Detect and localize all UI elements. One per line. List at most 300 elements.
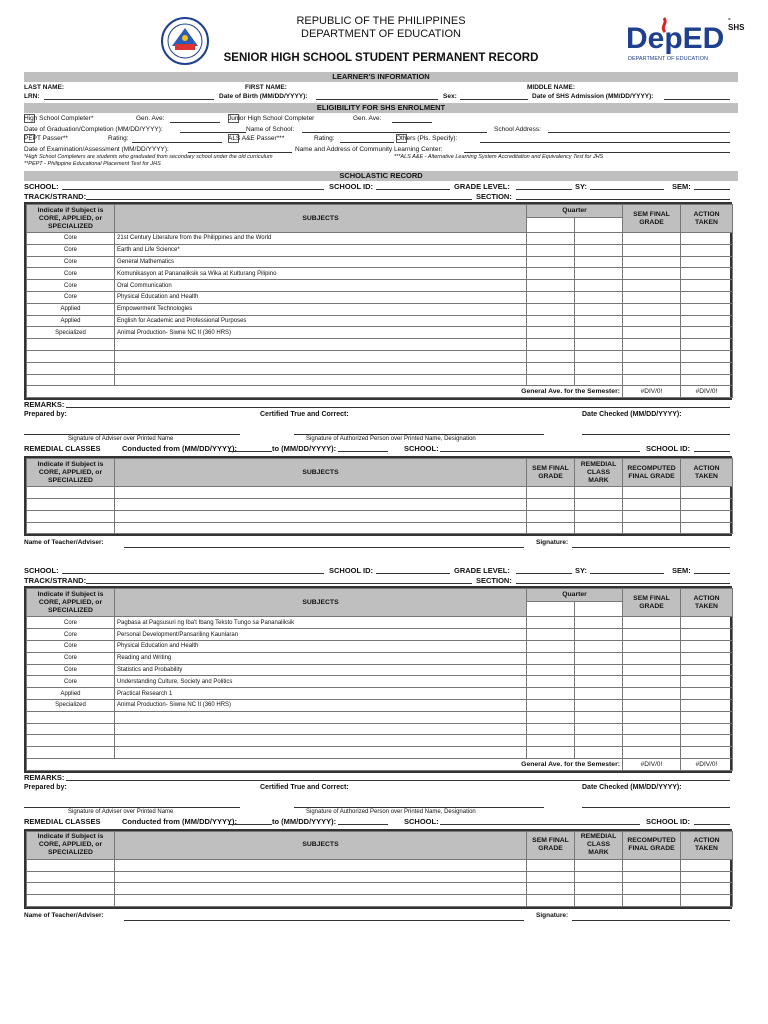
grade-cell[interactable]: [527, 303, 575, 315]
grade-cell[interactable]: [527, 327, 575, 339]
grade-cell[interactable]: [575, 640, 623, 652]
gen-ave-label-sem2: General Ave. for the Semester:: [27, 758, 623, 770]
grade-cell[interactable]: [575, 327, 623, 339]
als-rating-field[interactable]: [340, 135, 394, 143]
subject-type-cell[interactable]: Applied: [27, 315, 115, 327]
remedial-school-field-2[interactable]: [440, 817, 640, 825]
grade-cell[interactable]: [575, 280, 623, 292]
subject-name-cell[interactable]: [115, 735, 527, 747]
date-checked-line-2[interactable]: [582, 807, 730, 808]
remarks-field[interactable]: [66, 400, 730, 408]
grade-cell[interactable]: [527, 652, 575, 664]
grade-cell[interactable]: [681, 747, 733, 759]
subject-type-cell[interactable]: [27, 350, 115, 362]
grade-cell[interactable]: [681, 350, 733, 362]
grade-cell[interactable]: [575, 291, 623, 303]
subject-name-cell[interactable]: [115, 350, 527, 362]
grade-cell[interactable]: [681, 256, 733, 268]
grade-cell[interactable]: [623, 711, 681, 723]
signature-field[interactable]: [572, 540, 730, 548]
remedial-cell[interactable]: [623, 895, 681, 907]
grade-cell[interactable]: [575, 315, 623, 327]
remedial-cell[interactable]: [27, 487, 115, 499]
grade-cell[interactable]: [681, 652, 733, 664]
conducted-from-field-2[interactable]: [228, 817, 272, 825]
subject-type-cell[interactable]: Applied: [27, 688, 115, 700]
school-address-field[interactable]: [548, 125, 730, 133]
subject-type-cell[interactable]: Core: [27, 640, 115, 652]
grade-cell[interactable]: [623, 244, 681, 256]
subject-type-cell[interactable]: Specialized: [27, 699, 115, 711]
grade-cell[interactable]: [681, 640, 733, 652]
remedial-cell[interactable]: [527, 522, 575, 534]
grade-cell[interactable]: [575, 711, 623, 723]
certified-label: Certified True and Correct:: [260, 411, 349, 419]
exam-date-label: Date of Examination/Assessment (MM/DD/YYYY):: [24, 146, 169, 153]
subject-name-cell[interactable]: Reading and Writing: [115, 652, 527, 664]
republic-label: REPUBLIC OF THE PHILIPPINES: [296, 15, 466, 27]
indicate-header: Indicate if Subject is CORE, APPLIED, or SPECIALIZED: [27, 205, 115, 233]
logo-text: DepED: [626, 22, 725, 55]
teacher-field[interactable]: [124, 540, 524, 548]
grade-cell[interactable]: [527, 723, 575, 735]
subject-name-cell[interactable]: Oral Communication: [115, 280, 527, 292]
section-field[interactable]: [516, 192, 730, 200]
grade-cell[interactable]: [623, 747, 681, 759]
grade-cell[interactable]: [681, 244, 733, 256]
subject-name-cell[interactable]: [115, 362, 527, 374]
subject-name-cell[interactable]: Earth and Life Science*: [115, 244, 527, 256]
subject-type-cell[interactable]: Core: [27, 664, 115, 676]
grad-date-field[interactable]: [180, 125, 246, 133]
grade-cell[interactable]: [527, 339, 575, 351]
grade-cell[interactable]: [527, 747, 575, 759]
subject-name-cell[interactable]: Animal Production- Siwne NC II (360 HRS): [115, 327, 527, 339]
grade-cell[interactable]: [527, 688, 575, 700]
grade-cell[interactable]: [681, 688, 733, 700]
remedial-cell[interactable]: [527, 895, 575, 907]
grade-cell[interactable]: [575, 350, 623, 362]
subject-name-cell[interactable]: Empowerment Technologies: [115, 303, 527, 315]
date-checked-label: Date Checked (MM/DD/YYYY):: [582, 411, 682, 419]
subject-name-cell[interactable]: [115, 723, 527, 735]
grade-cell[interactable]: [623, 652, 681, 664]
grade-cell[interactable]: [527, 315, 575, 327]
grade-cell[interactable]: [575, 244, 623, 256]
grade-cell[interactable]: [575, 339, 623, 351]
school-id-field-2[interactable]: [376, 566, 450, 574]
grade-cell[interactable]: [527, 362, 575, 374]
subject-name-cell[interactable]: General Mathematics: [115, 256, 527, 268]
subject-name-cell[interactable]: Practical Research 1: [115, 688, 527, 700]
grade-cell[interactable]: [623, 350, 681, 362]
subject-name-cell[interactable]: [115, 374, 527, 386]
grade-cell[interactable]: [575, 747, 623, 759]
remedial-school-id-field[interactable]: [694, 444, 730, 452]
remedial-cell[interactable]: [623, 883, 681, 895]
grade-cell[interactable]: [575, 652, 623, 664]
subject-type-cell[interactable]: Core: [27, 280, 115, 292]
subject-type-cell[interactable]: Core: [27, 652, 115, 664]
quarter-1-subheader: [527, 217, 575, 232]
remarks-row-1: [24, 400, 738, 410]
grade-cell[interactable]: [575, 629, 623, 641]
grade-cell[interactable]: [575, 723, 623, 735]
grades-table-sem2: [24, 586, 732, 772]
grade-cell[interactable]: [527, 268, 575, 280]
remedial-cell[interactable]: [527, 498, 575, 510]
grade-cell[interactable]: [681, 291, 733, 303]
remedial-indicate-header: Indicate if Subject is CORE, APPLIED, or SPECIALIZED: [27, 459, 115, 487]
school-label: SCHOOL:: [24, 182, 59, 191]
grade-level-label: GRADE LEVEL:: [454, 182, 510, 191]
grade-cell[interactable]: [527, 374, 575, 386]
remedial-cell[interactable]: [115, 871, 527, 883]
grade-cell[interactable]: [681, 268, 733, 280]
grade-cell[interactable]: [681, 629, 733, 641]
remedial-cell[interactable]: [27, 498, 115, 510]
grade-cell[interactable]: [527, 244, 575, 256]
grade-cell[interactable]: [623, 374, 681, 386]
remedial-cell[interactable]: [575, 859, 623, 871]
to-field-2[interactable]: [338, 817, 388, 825]
grade-cell[interactable]: [623, 676, 681, 688]
dob-field[interactable]: [316, 92, 438, 100]
grade-cell[interactable]: [623, 362, 681, 374]
adviser-signature-line[interactable]: [24, 434, 240, 435]
grade-cell[interactable]: [527, 280, 575, 292]
sem1-row: [27, 327, 733, 339]
adviser-signature-caption-2: Signature of Adviser over Printed Name: [68, 808, 174, 815]
remedial-row: [27, 859, 733, 871]
subject-type-cell[interactable]: [27, 735, 115, 747]
authorized-signature-caption-2: Signature of Authorized Person over Printed Name, Designation: [306, 808, 476, 815]
grade-cell[interactable]: [575, 233, 623, 245]
grade-level-field-2[interactable]: [516, 566, 572, 574]
subject-type-cell[interactable]: Core: [27, 233, 115, 245]
grade-cell[interactable]: [575, 699, 623, 711]
admission-field[interactable]: [664, 92, 730, 100]
remedial-cell[interactable]: [623, 487, 681, 499]
track-field-2[interactable]: [86, 576, 472, 584]
grade-cell[interactable]: [575, 664, 623, 676]
grade-cell[interactable]: [681, 723, 733, 735]
grade-cell[interactable]: [575, 688, 623, 700]
remedial-cell[interactable]: [27, 522, 115, 534]
action-value-sem1: #DIV/0!: [681, 386, 733, 398]
sem1-row: [27, 233, 733, 245]
grade-cell[interactable]: [623, 723, 681, 735]
remedial-cell[interactable]: [623, 871, 681, 883]
subject-type-cell[interactable]: Core: [27, 629, 115, 641]
remedial-cell[interactable]: [527, 859, 575, 871]
remedial-cell[interactable]: [115, 522, 527, 534]
subject-name-cell[interactable]: 21st Century Literature from the Philippines and the World: [115, 233, 527, 245]
grade-cell[interactable]: [623, 303, 681, 315]
grade-cell[interactable]: [681, 735, 733, 747]
grade-cell[interactable]: [681, 664, 733, 676]
remedial-cell[interactable]: [575, 895, 623, 907]
remedial-indicate-header-2: Indicate if Subject is CORE, APPLIED, or SPECIALIZED: [27, 831, 115, 859]
pept-row: [24, 134, 738, 145]
sem2-row: [27, 747, 733, 759]
sem2-row: [27, 664, 733, 676]
sem-field[interactable]: [694, 182, 730, 190]
grade-cell[interactable]: [575, 303, 623, 315]
school-id-field[interactable]: [376, 182, 450, 190]
remedial-cell[interactable]: [681, 498, 733, 510]
grade-cell[interactable]: [527, 617, 575, 629]
remedial-cell[interactable]: [575, 522, 623, 534]
remedial-cell[interactable]: [27, 859, 115, 871]
grade-cell[interactable]: [527, 676, 575, 688]
grade-cell[interactable]: [681, 676, 733, 688]
grade-cell[interactable]: [527, 291, 575, 303]
remedial-cell[interactable]: [115, 487, 527, 499]
subject-name-cell[interactable]: Komunikasyon at Pananaliksik sa Wika at Kulturang Pilipino: [115, 268, 527, 280]
grade-cell[interactable]: [527, 629, 575, 641]
subject-type-cell[interactable]: Core: [27, 617, 115, 629]
grade-cell[interactable]: [623, 629, 681, 641]
subject-type-cell[interactable]: [27, 711, 115, 723]
grade-cell[interactable]: [681, 233, 733, 245]
scholastic-bar: SCHOLASTIC RECORD: [24, 171, 738, 181]
notes-row-2: [24, 161, 738, 168]
remedial-cell[interactable]: [681, 859, 733, 871]
remedial-cell[interactable]: [623, 859, 681, 871]
remedial-cell[interactable]: [115, 883, 527, 895]
subject-type-cell[interactable]: Applied: [27, 303, 115, 315]
dob-label: Date of Birth (MM/DD/YYYY):: [219, 93, 308, 100]
grade-cell[interactable]: [681, 280, 733, 292]
school-name-field[interactable]: [302, 125, 487, 133]
sy-field-2[interactable]: [590, 566, 664, 574]
grade-cell[interactable]: [623, 268, 681, 280]
sem2-row: [27, 629, 733, 641]
remarks-field-2[interactable]: [66, 773, 730, 781]
grade-cell[interactable]: [623, 664, 681, 676]
remedial-cell[interactable]: [27, 883, 115, 895]
others-field[interactable]: [480, 135, 730, 143]
remedial-cell[interactable]: [681, 871, 733, 883]
sem-field-2[interactable]: [694, 566, 730, 574]
sem2-row: [27, 723, 733, 735]
remedial-cell[interactable]: [681, 522, 733, 534]
remedial-cell[interactable]: [115, 895, 527, 907]
remedial-school-field[interactable]: [440, 444, 640, 452]
signature-label-2: Signature:: [536, 911, 569, 919]
remedial-cell[interactable]: [575, 498, 623, 510]
conducted-from-field[interactable]: [228, 444, 272, 452]
remedial-cell[interactable]: [527, 871, 575, 883]
grade-cell[interactable]: [575, 362, 623, 374]
school-row-2: [24, 566, 738, 576]
remedial-cell[interactable]: [623, 522, 681, 534]
grade-cell[interactable]: [575, 735, 623, 747]
to-field[interactable]: [338, 444, 388, 452]
remedial-cell[interactable]: [681, 895, 733, 907]
remedial-cell[interactable]: [575, 883, 623, 895]
school-field-2[interactable]: [62, 566, 324, 574]
grade-cell[interactable]: [681, 362, 733, 374]
teacher-label-2: Name of Teacher/Adviser:: [24, 911, 104, 919]
grade-cell[interactable]: [575, 256, 623, 268]
hs-gen-ave-field[interactable]: [170, 115, 220, 123]
sem2-row: [27, 735, 733, 747]
grade-cell[interactable]: [623, 640, 681, 652]
grade-cell[interactable]: [527, 350, 575, 362]
grade-cell[interactable]: [681, 617, 733, 629]
prepared-by-label-2: Prepared by:: [24, 783, 67, 791]
grade-cell[interactable]: [527, 233, 575, 245]
sy-field[interactable]: [590, 182, 664, 190]
grade-cell[interactable]: [681, 303, 733, 315]
subject-name-cell[interactable]: Animal Production- Siwne NC II (360 HRS): [115, 699, 527, 711]
subject-type-cell[interactable]: [27, 362, 115, 374]
subject-name-cell[interactable]: Pagbasa at Pagsusuri ng Iba't Ibang Teksto Tungo sa Pananaliksik: [115, 617, 527, 629]
grade-cell[interactable]: [623, 233, 681, 245]
grade-cell[interactable]: [623, 699, 681, 711]
remedial-cell[interactable]: [27, 871, 115, 883]
grade-cell[interactable]: [623, 617, 681, 629]
gen-ave-label: Gen. Ave:: [136, 115, 165, 122]
remedial-cell[interactable]: [681, 510, 733, 522]
date-checked-line[interactable]: [582, 434, 730, 435]
subject-type-cell[interactable]: [27, 723, 115, 735]
teacher-field-2[interactable]: [124, 913, 524, 921]
grade-cell[interactable]: [681, 327, 733, 339]
remedial-cell[interactable]: [527, 510, 575, 522]
subject-type-cell[interactable]: [27, 747, 115, 759]
remedial-school-id-field-2[interactable]: [694, 817, 730, 825]
remedial-cell[interactable]: [527, 883, 575, 895]
grade-cell[interactable]: [527, 735, 575, 747]
grade-cell[interactable]: [623, 688, 681, 700]
track-field[interactable]: [86, 192, 472, 200]
subject-name-cell[interactable]: English for Academic and Professional Purposes: [115, 315, 527, 327]
sex-field[interactable]: [460, 92, 528, 100]
quarter-header: Quarter: [527, 205, 623, 218]
remedial-cell[interactable]: [27, 895, 115, 907]
remedial-cell[interactable]: [115, 859, 527, 871]
grade-cell[interactable]: [575, 676, 623, 688]
grade-cell[interactable]: [527, 640, 575, 652]
grade-cell[interactable]: [527, 711, 575, 723]
sem2-row: [27, 652, 733, 664]
subject-type-cell[interactable]: [27, 339, 115, 351]
remedial-cell[interactable]: [115, 498, 527, 510]
remedial-cell[interactable]: [527, 487, 575, 499]
remedial-row: [27, 522, 733, 534]
subject-name-cell[interactable]: Physical Education and Health: [115, 291, 527, 303]
remedial-action-header: ACTION TAKEN: [681, 459, 733, 487]
grade-cell[interactable]: [681, 711, 733, 723]
date-checked-label-2: Date Checked (MM/DD/YYYY):: [582, 783, 682, 791]
remedial-school-id-label: SCHOOL ID:: [646, 444, 691, 454]
grade-cell[interactable]: [575, 268, 623, 280]
subject-type-cell[interactable]: Core: [27, 676, 115, 688]
grade-cell[interactable]: [527, 256, 575, 268]
subject-name-cell[interactable]: [115, 747, 527, 759]
remedial-cell[interactable]: [681, 883, 733, 895]
sem-final-header-2: SEM FINAL GRADE: [623, 589, 681, 617]
subject-type-cell[interactable]: Core: [27, 256, 115, 268]
others-label: Others (Pls. Specify):: [396, 135, 458, 142]
subject-type-cell[interactable]: Specialized: [27, 327, 115, 339]
grade-cell[interactable]: [623, 280, 681, 292]
jhs-gen-ave-field[interactable]: [392, 115, 432, 123]
exam-date-field[interactable]: [188, 145, 292, 153]
signature-field-2[interactable]: [572, 913, 730, 921]
school-field[interactable]: [62, 182, 324, 190]
remedial-cell[interactable]: [623, 498, 681, 510]
grade-cell[interactable]: [623, 256, 681, 268]
deped-logo-icon: [624, 14, 744, 66]
section-field-2[interactable]: [516, 576, 730, 584]
gen-ave-value-sem2: #DIV/0!: [623, 758, 681, 770]
grade-cell[interactable]: [623, 735, 681, 747]
subject-type-cell[interactable]: Core: [27, 291, 115, 303]
adviser-signature-line-2[interactable]: [24, 807, 240, 808]
subject-name-cell[interactable]: Physical Education and Health: [115, 640, 527, 652]
subject-type-cell[interactable]: Core: [27, 268, 115, 280]
sem2-row: [27, 617, 733, 629]
subject-type-cell[interactable]: [27, 374, 115, 386]
grade-cell[interactable]: [623, 315, 681, 327]
grade-cell[interactable]: [681, 699, 733, 711]
learner-info-bar: LEARNER'S INFORMATION: [24, 72, 738, 82]
completer-row: [24, 114, 738, 125]
grade-cell[interactable]: [575, 374, 623, 386]
pept-rating-field[interactable]: [132, 135, 222, 143]
grade-cell[interactable]: [575, 617, 623, 629]
remedial-cell[interactable]: [27, 510, 115, 522]
subject-name-cell[interactable]: [115, 339, 527, 351]
grade-cell[interactable]: [681, 339, 733, 351]
grade-level-field[interactable]: [516, 182, 572, 190]
subject-name-cell[interactable]: Statistics and Probability: [115, 664, 527, 676]
authorized-signature-line-2[interactable]: [294, 807, 544, 808]
subject-name-cell[interactable]: Personal Development/Pansariling Kaunlaran: [115, 629, 527, 641]
grade-cell[interactable]: [623, 339, 681, 351]
sex-label: Sex:: [443, 93, 457, 100]
als-label: ALS A&E Passer***: [228, 135, 285, 142]
school-name-label: Name of School:: [246, 126, 295, 133]
clc-field[interactable]: [464, 145, 730, 153]
subject-name-cell[interactable]: [115, 711, 527, 723]
subject-type-cell[interactable]: Core: [27, 244, 115, 256]
remedial-cell[interactable]: [575, 871, 623, 883]
authorized-signature-line[interactable]: [294, 434, 544, 435]
grade-cell[interactable]: [681, 315, 733, 327]
subject-name-cell[interactable]: Understanding Culture, Society and Politics: [115, 676, 527, 688]
remedial-cell[interactable]: [575, 510, 623, 522]
remedial-cell[interactable]: [623, 510, 681, 522]
grade-cell[interactable]: [623, 327, 681, 339]
remedial-cell[interactable]: [575, 487, 623, 499]
grade-cell[interactable]: [527, 664, 575, 676]
grade-cell[interactable]: [623, 291, 681, 303]
lrn-row: [24, 92, 738, 101]
grade-cell[interactable]: [681, 374, 733, 386]
lrn-field[interactable]: [44, 92, 214, 100]
gen-ave-label-sem1: General Ave. for the Semester:: [27, 386, 623, 398]
quarter-2-subheader: [575, 217, 623, 232]
remedial-cell[interactable]: [681, 487, 733, 499]
remedial-cell[interactable]: [115, 510, 527, 522]
grade-cell[interactable]: [527, 699, 575, 711]
school-label-2: SCHOOL:: [24, 566, 59, 576]
